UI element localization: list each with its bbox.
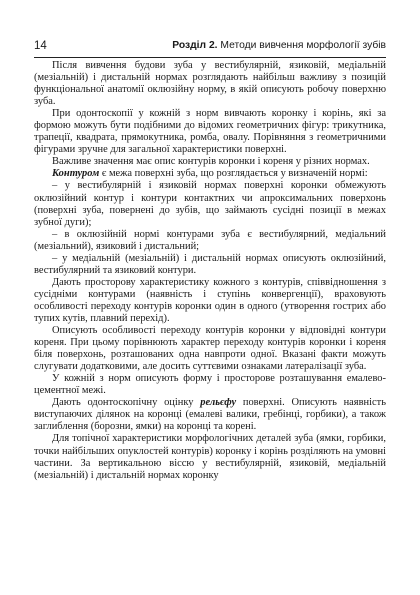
running-title: [172, 40, 386, 51]
paragraph: У кожній з норм описують форму і просторове розташування емалево-цементної межі.: [34, 373, 386, 397]
chapter-title: Методи вивчення морфології зубів: [220, 40, 386, 51]
paragraph-rest: поверхні. Описують наявність виступаючих ділянок на коронці (емалеві валики, гребінці, горбики), а також заглиблення (борозни, ямки) на коронці та корені.: [34, 397, 386, 433]
paragraph-start: Дають одонтоскопічну оцінку: [52, 397, 201, 409]
paragraph: Для топічної характеристики морфологічних деталей зуба (ямки, горбики, точки найбільших опуклостей контурів) коронку і корінь розділяють на умовні частини. За вертикальною віссю у вестибулярній, язиковій, медіальній (мезіальній) і дистальній нормах коронку: [34, 433, 386, 481]
list-item: – в оклюзійній нормі контурами зуба є вестибулярний, медіальний (мезіальний), язиковий і дистальний;: [34, 228, 386, 252]
paragraph: [34, 168, 386, 180]
body-text: [34, 60, 386, 482]
paragraph: [34, 397, 386, 433]
paragraph: Важливе значення має опис контурів коронки і кореня у різних нормах.: [52, 156, 370, 168]
paragraph: При одонтоскопії у кожній з норм вивчають коронку і корінь, які за формою можуть бути подібними до відомих геометричних фігур: трикутника, трапеції, квадрата, прямокутника, ромба, овалу. Порівняння з геометричними фігурами зручне для загальної характеристики поверхні.: [34, 108, 386, 156]
term-relief: рельєфу: [200, 397, 237, 409]
paragraph-rest: є межа поверхні зуба, що розглядається у визначеній нормі:: [99, 168, 368, 180]
term-contour: Контуром: [52, 168, 100, 180]
header-rule: [34, 57, 386, 58]
running-header: [34, 40, 386, 56]
page-number: 14: [34, 40, 47, 52]
paragraph: Описують особливості переходу контурів коронки у відповідні контури кореня. При цьому порівнюють характер переходу контурів коронки і кореня біля поверхонь, розташованих одна навпроти одної. Вказані факти можуть слугувати додатковими, але досить суттєвими ознаками латералізації зуба.: [34, 325, 386, 373]
paragraph: Після вивчення будови зуба у вестибулярній, язиковій, медіальній (мезіальній) і дистальній нормах розглядають найбільш важливу з позицій функціональної анатомії оклюзійну норму, в якій описують робочу поверхню зуба.: [34, 60, 386, 108]
chapter-label: Розділ 2.: [172, 40, 218, 51]
list-item: – у вестибулярній і язиковій нормах поверхні коронки обмежують оклюзійний контур і контури контактних чи апроксимальних поверхонь (поверхні зуба, повернені до зубів, що займають сусідні позиції в межах зубної дуги);: [34, 180, 386, 228]
paragraph: Дають просторову характеристику кожного з контурів, співвідношення з сусідніми контурами (наявність і ступінь конвергенції), враховують особливості переходу контурів коронки один в одного (утворення гострих або тупих кутів, плавний перехід).: [34, 276, 386, 324]
list-item: – у медіальній (мезіальній) і дистальній нормах описують оклюзійний, вестибулярний та язиковий контури.: [34, 252, 386, 276]
